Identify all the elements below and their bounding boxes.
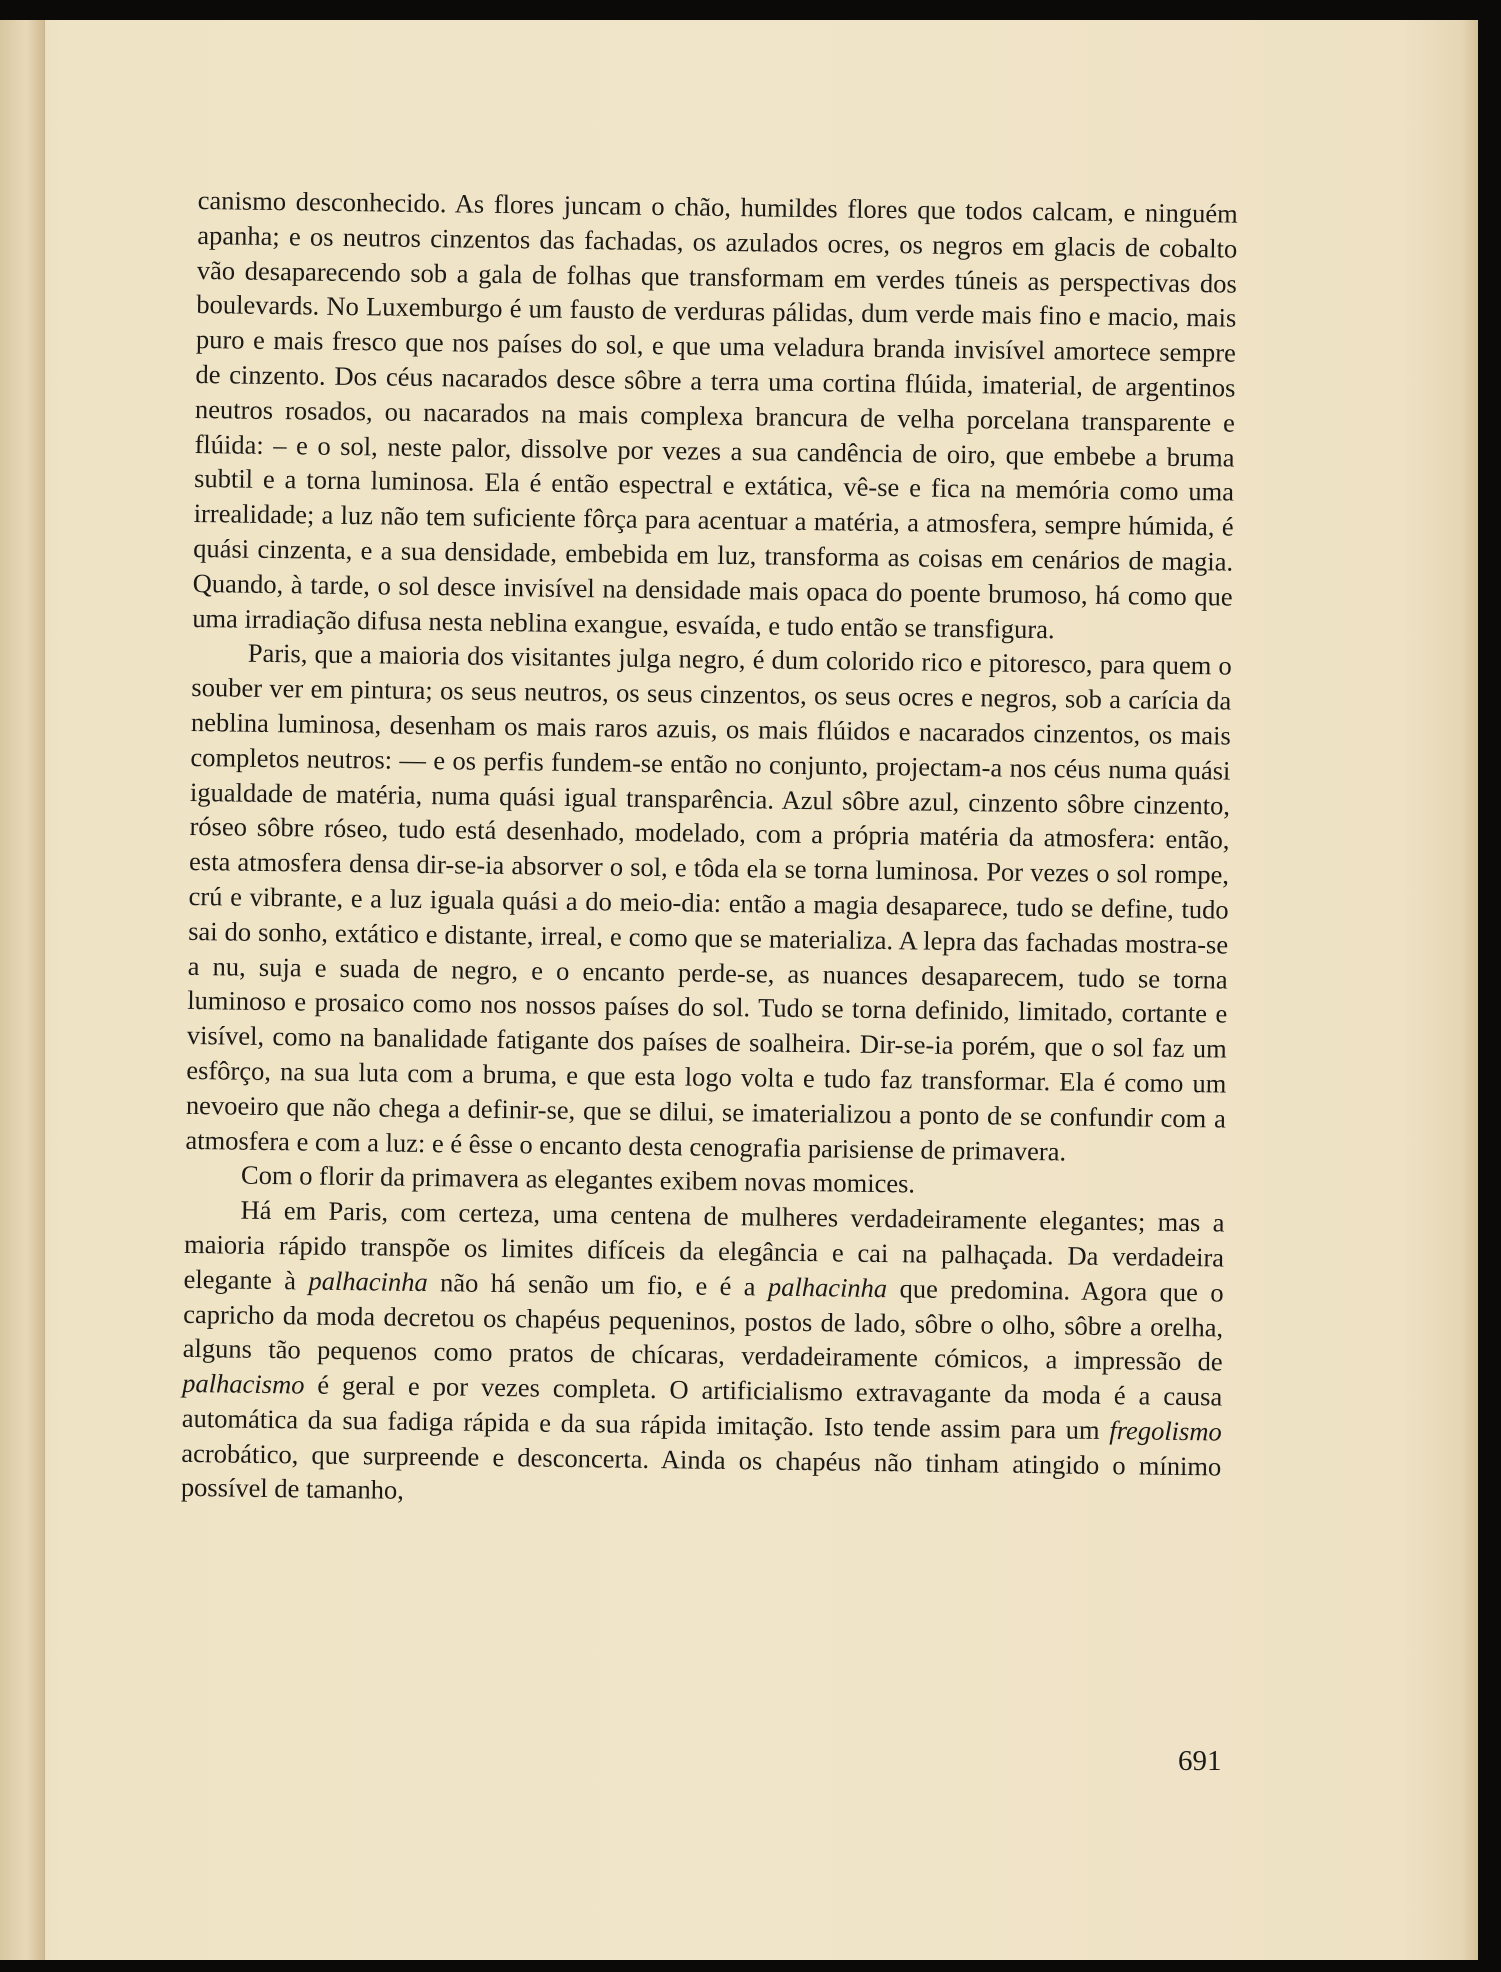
page-number: 691 (1178, 1745, 1222, 1777)
italic-term: palhacismo (182, 1367, 305, 1400)
body-text (181, 183, 1238, 1519)
paragraph (181, 1192, 1225, 1519)
italic-term: fregolismo (1109, 1414, 1222, 1447)
book-spine (0, 20, 45, 1960)
page-edge (1462, 20, 1478, 1960)
paragraph: canismo desconhecido. As flores juncam o chão, humildes flores que todos calcam, e ninguém apanha; e os neutros cinzentos das fachadas, os azulados ocres, os negros em glacis de cobalto vão desaparecendo sob a gala de folhas que transformam em verdes túneis as perspectivas dos boulevards. No Luxemburgo é um fausto de verduras pálidas, dum verde mais fino e macio, mais puro e mais fresco que nos países do sol, e que uma veladura branda invisível amortece sempre de cinzento. Dos céus nacarados desce sôbre a terra uma cortina flúida, imaterial, de argentinos neutros rosados, ou nacarados na mais complexa brancura de velha porcelana transparente e flúida: – e o sol, neste palor, dissolve por vezes a sua candência de oiro, que embebe a bruma subtil e a torna luminosa. Ela é então espectral e extática, vê-se e fica na memória como uma irrealidade; a luz não tem suficiente fôrça para acentuar a matéria, a atmosfera, sempre húmida, é quási cinzenta, e a sua densidade, embebida em luz, transforma as coisas em cenários de magia. Quando, à tarde, o sol desce invisível na densidade mais opaca do poente brumoso, há como que uma irradiação difusa nesta neblina exangue, esvaída, e tudo então se transfigura. (192, 184, 1238, 644)
paragraph: Paris, que a maioria dos visitantes julga negro, é dum colorido rico e pitoresco, para quem o souber ver em pintura; os seus neutros, os seus cinzentos, os seus ocres e negros, sob a carícia da neblina luminosa, desenham os mais raros azuis, os mais flúidos e nacarados cinzentos, os mais completos neutros: — e os perfis fundem-se então no conjunto, projectam-a nos céus numa quási igualdade de matéria, numa quási igual transparência. Azul sôbre azul, cinzento sôbre cinzento, róseo sôbre róseo, tudo está desenhado, modelado, com a própria matéria da atmosfera: então, esta atmosfera densa dir-se-ia absorver o sol, e tôda ela se torna luminosa. Por vezes o sol rompe, crú e vibrante, e a luz iguala quási a do meio-dia: então a magia desaparece, tudo se define, tudo sai do sonho, extático e distante, irreal, e como que se materializa. A lepra das fachadas mostra-se a nu, suja e suada de negro, e o encanto perde-se, as nuances desaparecem, tudo se torna luminoso e prosaico como nos nossos países do sol. Tudo se torna definido, limitado, cortante e visível, como na banalidade fatigante dos países de soalheira. Dir-se-ia porém, que o sol faz um esfôrço, na sua luta com a bruma, e que esta logo volta e tudo faz transformar. Ela é como um nevoeiro que não chega a definir-se, que se dilui, se imaterializou a ponto de se confundir com a atmosfera e com a luz: e é êsse o encanto desta cenografia parisiense de primavera. (185, 638, 1232, 1166)
italic-term: palhacinha (767, 1271, 888, 1303)
italic-term: palhacinha (308, 1265, 428, 1297)
text-run: acrobático, que surpreende e desconcerta. Ainda os chapéus não tinham atingido o mínimo possível de tamanho, (180, 1437, 1222, 1506)
text-run: Há em Paris, com certeza, uma centena de mulheres verdadeiramente elegantes; mas a maioria rápido transpõe os limites difíceis da elegância e cai na palhaçada. Da verdadeira elegante à (183, 1194, 1225, 1296)
text-run: é geral e por vezes completa. O artificialismo extravagante da moda é a causa automática da sua fadiga rápida e da sua rápida imitação. Isto tende assim para um (181, 1369, 1223, 1445)
text-run: não há senão um fio, e é a (427, 1266, 769, 1302)
text-run: que predomina. Agora que o capricho da moda decretou os chapéus pequeninos, postos de lado, sôbre o olho, sôbre a orelha, alguns tão pequenos como pratos de chícaras, verdadeiramente cómicos, a impressão de (182, 1272, 1224, 1377)
paragraph: Com o florir da primavera as elegantes exibem novas momices. (240, 1159, 916, 1199)
